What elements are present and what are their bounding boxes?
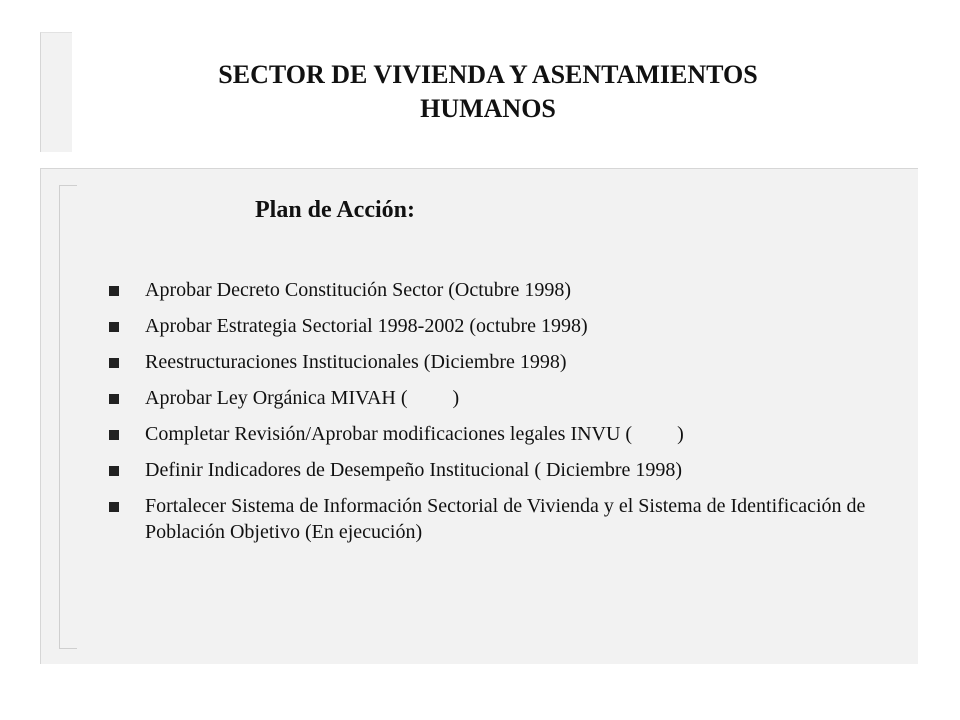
square-bullet-icon xyxy=(109,358,119,368)
list-item xyxy=(109,385,869,411)
decorative-inner-bracket xyxy=(59,185,77,649)
list-item-text: Fortalecer Sistema de Información Sectorial de Vivienda y el Sistema de Identificación de Población Objetivo (En ejecución) xyxy=(145,495,866,543)
list-item-text: Aprobar Estrategia Sectorial 1998-2002 (octubre 1998) xyxy=(145,315,588,337)
square-bullet-icon xyxy=(109,466,119,476)
square-bullet-icon xyxy=(109,502,119,512)
action-plan-list xyxy=(109,277,869,555)
square-bullet-icon xyxy=(109,430,119,440)
decorative-top-bar xyxy=(40,32,72,152)
list-item-text: Reestructuraciones Institucionales (Diciembre 1998) xyxy=(145,351,567,373)
square-bullet-icon xyxy=(109,322,119,332)
list-item xyxy=(109,493,869,545)
list-item-text: Definir Indicadores de Desempeño Institucional ( Diciembre 1998) xyxy=(145,459,683,481)
square-bullet-icon xyxy=(109,394,119,404)
slide-title-line-1: SECTOR DE VIVIENDA Y ASENTAMIENTOS xyxy=(218,60,758,89)
list-item xyxy=(109,313,869,339)
list-item xyxy=(109,277,869,303)
content-panel xyxy=(40,168,918,664)
list-item-text: Completar Revisión/Aprobar modificaciones legales INVU ( ) xyxy=(145,423,684,445)
section-subtitle: Plan de Acción: xyxy=(255,197,415,223)
list-item xyxy=(109,421,869,447)
slide-title xyxy=(78,58,898,126)
slide-title-line-2: HUMANOS xyxy=(420,94,556,123)
list-item xyxy=(109,457,869,483)
list-item-text: Aprobar Decreto Constitución Sector (Octubre 1998) xyxy=(145,279,571,301)
list-item-text: Aprobar Ley Orgánica MIVAH ( ) xyxy=(145,387,460,409)
square-bullet-icon xyxy=(109,286,119,296)
list-item xyxy=(109,349,869,375)
